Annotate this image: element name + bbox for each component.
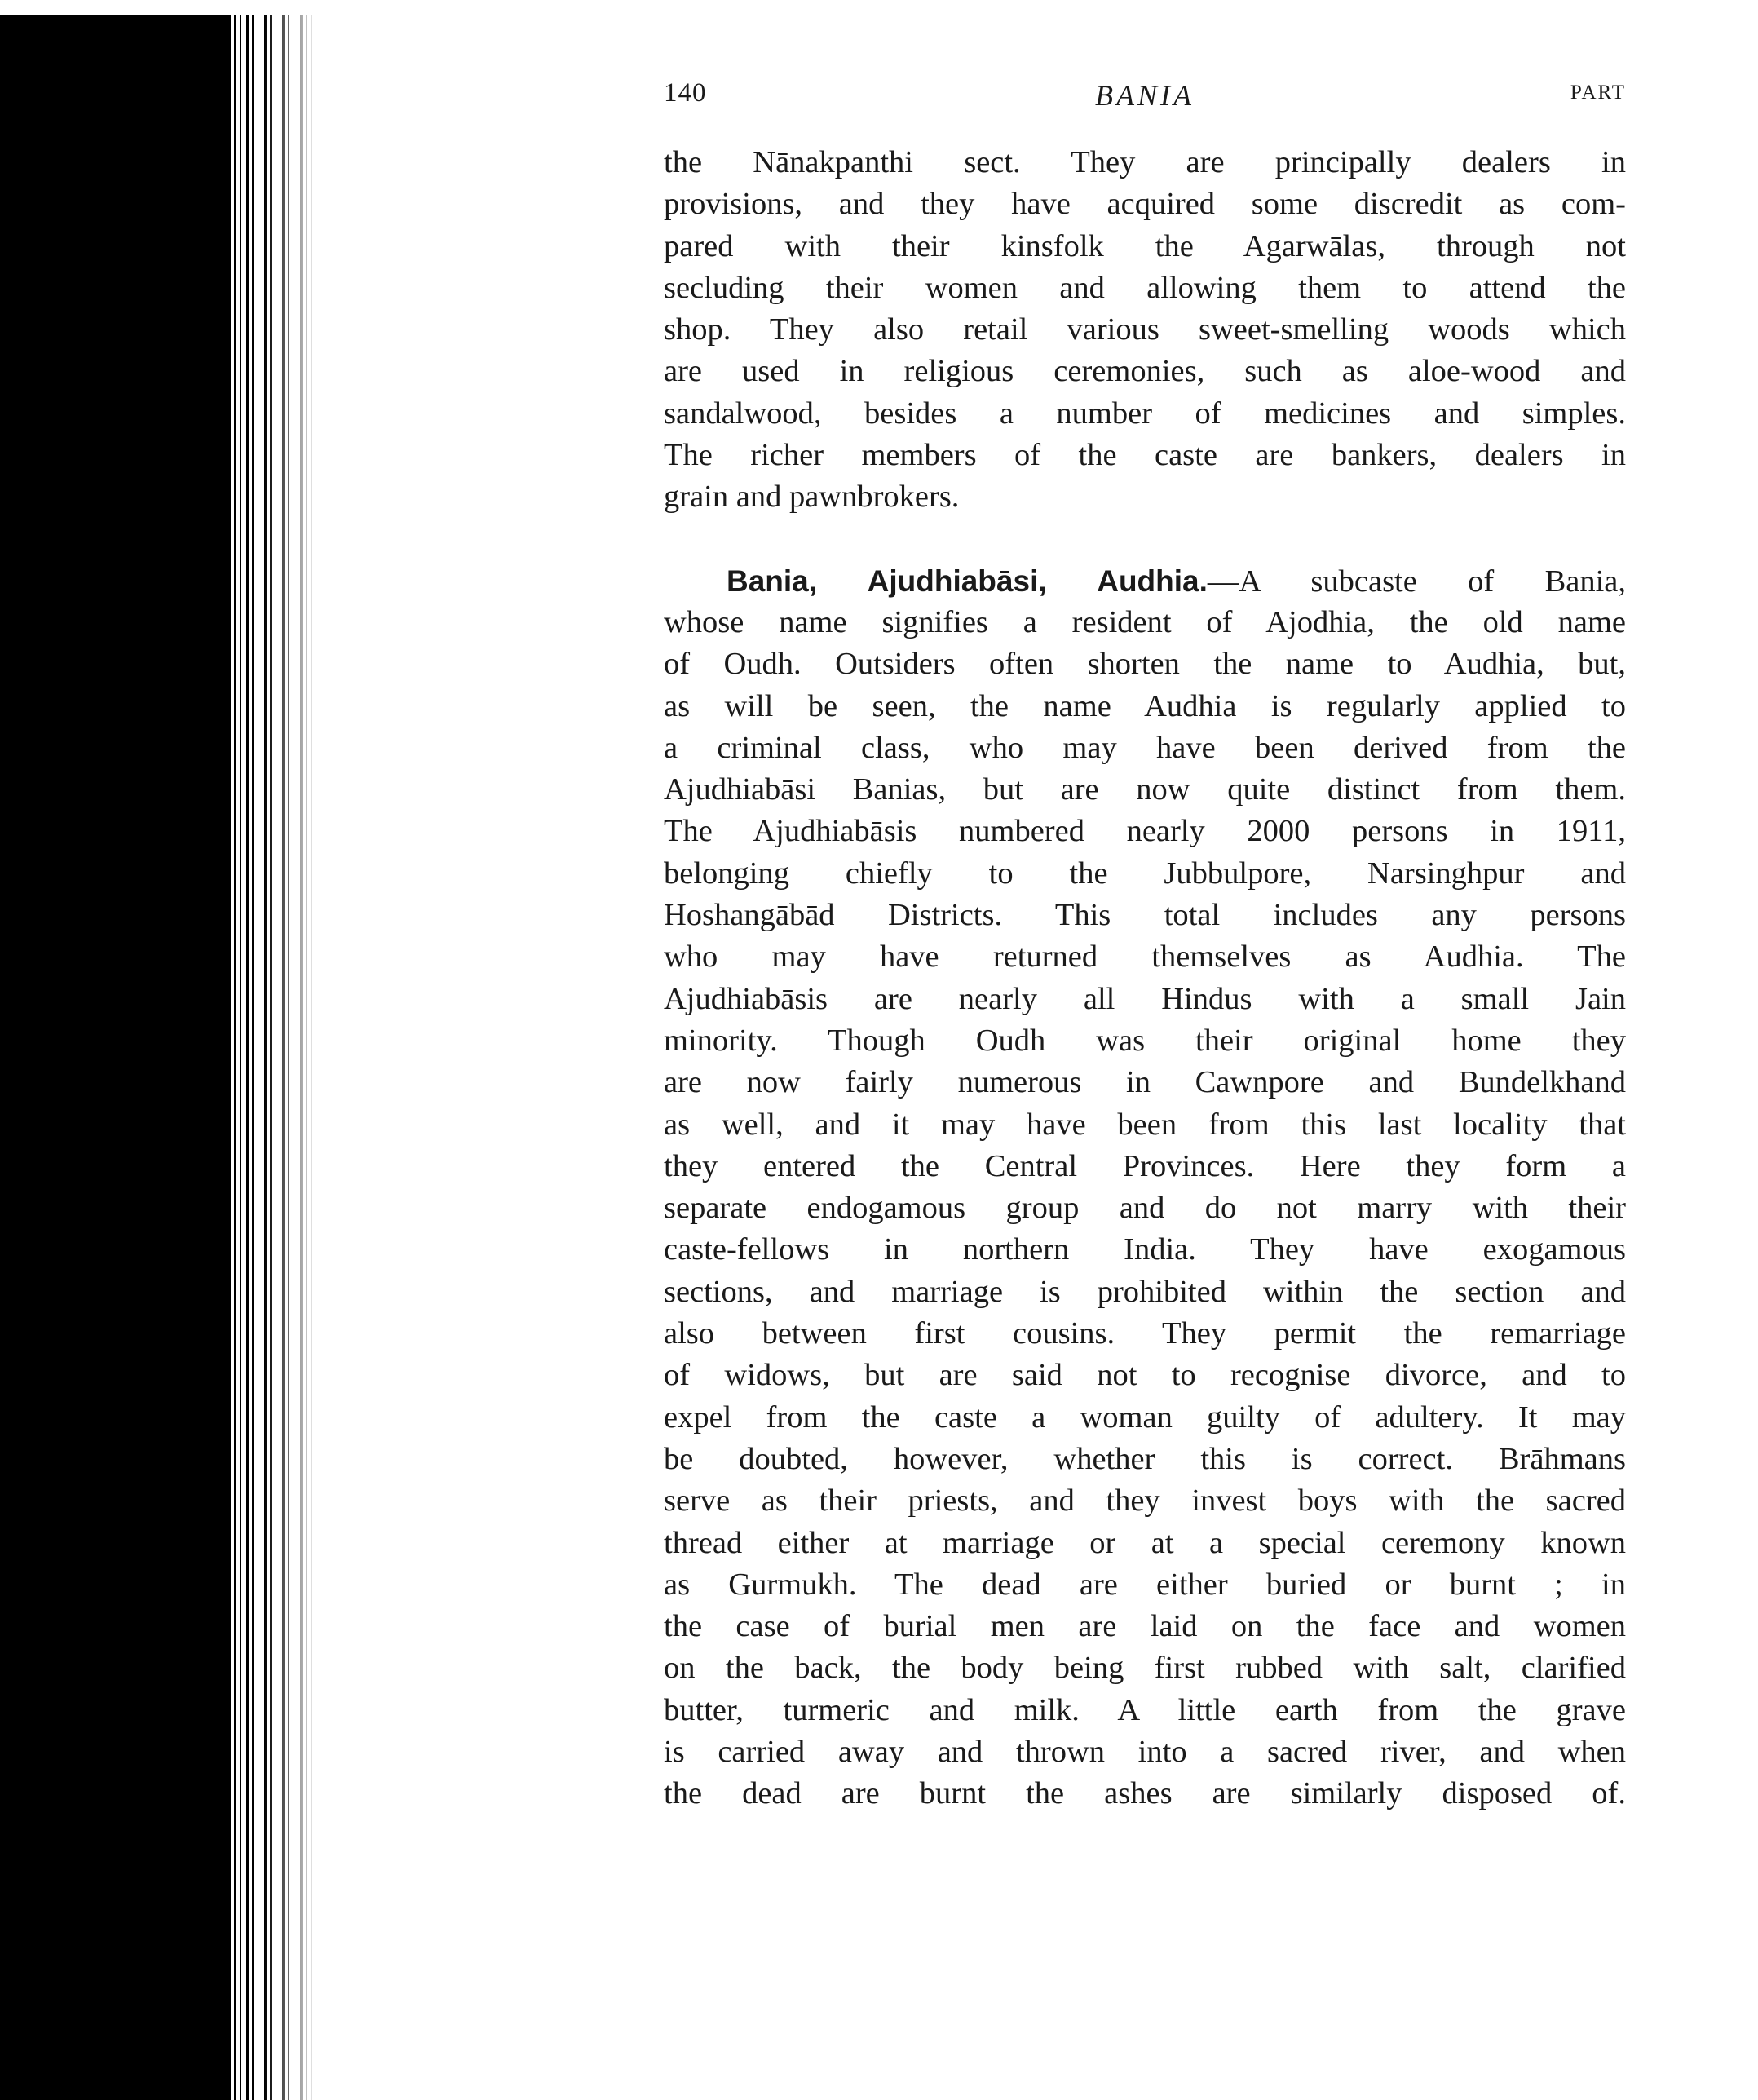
text-line: The Ajudhiabāsis numbered nearly 2000 persons in 1911,: [664, 814, 1626, 849]
page-number: 140: [664, 78, 707, 108]
text-line: on the back, the body being first rubbed with salt, clarified: [664, 1651, 1626, 1686]
paragraph-spacer: [664, 519, 1626, 560]
text-line: the Nānakpanthi sect. They are principally dealers in: [664, 145, 1626, 179]
text-line: sections, and marriage is prohibited within the section and: [664, 1274, 1626, 1309]
entry-heading-line: [664, 560, 1626, 602]
text-line: who may have returned themselves as Audhia. The: [664, 939, 1626, 975]
text-line: are now fairly numerous in Cawnpore and Bundelkhand: [664, 1065, 1626, 1100]
text-line: the case of burial men are laid on the face and women: [664, 1609, 1626, 1644]
text-line: be doubted, however, whether this is correct. Brāhmans: [664, 1441, 1626, 1476]
text-line: sandalwood, besides a number of medicines and simples.: [664, 396, 1626, 431]
text-line: are used in religious ceremonies, such as aloe-wood and: [664, 354, 1626, 389]
text-line: provisions, and they have acquired some discredit as com-: [664, 187, 1626, 222]
text-line: of Oudh. Outsiders often shorten the name to Audhia, but,: [664, 647, 1626, 682]
page-binding-edges: [228, 15, 318, 2100]
body-text: [664, 142, 1626, 1815]
paragraph-nanakpanthi: [664, 142, 1626, 519]
text-line: serve as their priests, and they invest boys with the sacred: [664, 1483, 1626, 1519]
text-line: shop. They also retail various sweet-smelling woods which: [664, 312, 1626, 347]
text-line: is carried away and thrown into a sacred river, and when: [664, 1734, 1626, 1769]
text-line: the dead are burnt the ashes are similarly disposed of.: [664, 1776, 1626, 1811]
text-line: separate endogamous group and do not marry with their: [664, 1191, 1626, 1226]
paragraph-ajudhiabasi: [664, 560, 1626, 1815]
text-line: as well, and it may have been from this last locality that: [664, 1107, 1626, 1142]
text-line: grain and pawnbrokers.: [664, 480, 960, 515]
text-line: Ajudhiabāsi Banias, but are now quite distinct from them.: [664, 772, 1626, 807]
text-line: The richer members of the caste are bankers, dealers in: [664, 438, 1626, 473]
text-line: as Gurmukh. The dead are either buried or burnt ; in: [664, 1567, 1626, 1602]
text-line: Hoshangābād Districts. This total includes any persons: [664, 898, 1626, 933]
text-line: also between first cousins. They permit the remarriage: [664, 1316, 1626, 1351]
text-line: expel from the caste a woman guilty of adultery. It may: [664, 1399, 1626, 1435]
text-line: of widows, but are said not to recognise divorce, and to: [664, 1358, 1626, 1393]
entry-heading: Bania, Ajudhiabāsi, Audhia.: [727, 564, 1208, 598]
text-line: a criminal class, who may have been derived from the: [664, 730, 1626, 765]
text-block: [664, 78, 1626, 1815]
text-line: butter, turmeric and milk. A little earth from the grave: [664, 1692, 1626, 1727]
page-binding-shadow: [0, 15, 232, 2100]
text-line: whose name signifies a resident of Ajodhia, the old name: [664, 604, 1626, 639]
part-label: PART: [1570, 82, 1626, 104]
running-header: [664, 78, 1626, 114]
text-line: caste-fellows in northern India. They have exogamous: [664, 1232, 1626, 1267]
text-line: thread either at marriage or at a special ceremony known: [664, 1525, 1626, 1560]
text-line: secluding their women and allowing them to attend the: [664, 270, 1626, 305]
text-line: minority. Though Oudh was their original home they: [664, 1023, 1626, 1058]
text-line: Ajudhiabāsis are nearly all Hindus with a small Jain: [664, 981, 1626, 1016]
text-line: pared with their kinsfolk the Agarwālas, through not: [664, 228, 1626, 263]
text-line: belonging chiefly to the Jubbulpore, Narsinghpur and: [664, 855, 1626, 891]
text-line: they entered the Central Provinces. Here they form a: [664, 1148, 1626, 1183]
running-title: BANIA: [1095, 79, 1195, 112]
entry-heading-continuation: —A subcaste of Bania,: [1207, 564, 1626, 599]
text-line: as will be seen, the name Audhia is regularly applied to: [664, 688, 1626, 723]
